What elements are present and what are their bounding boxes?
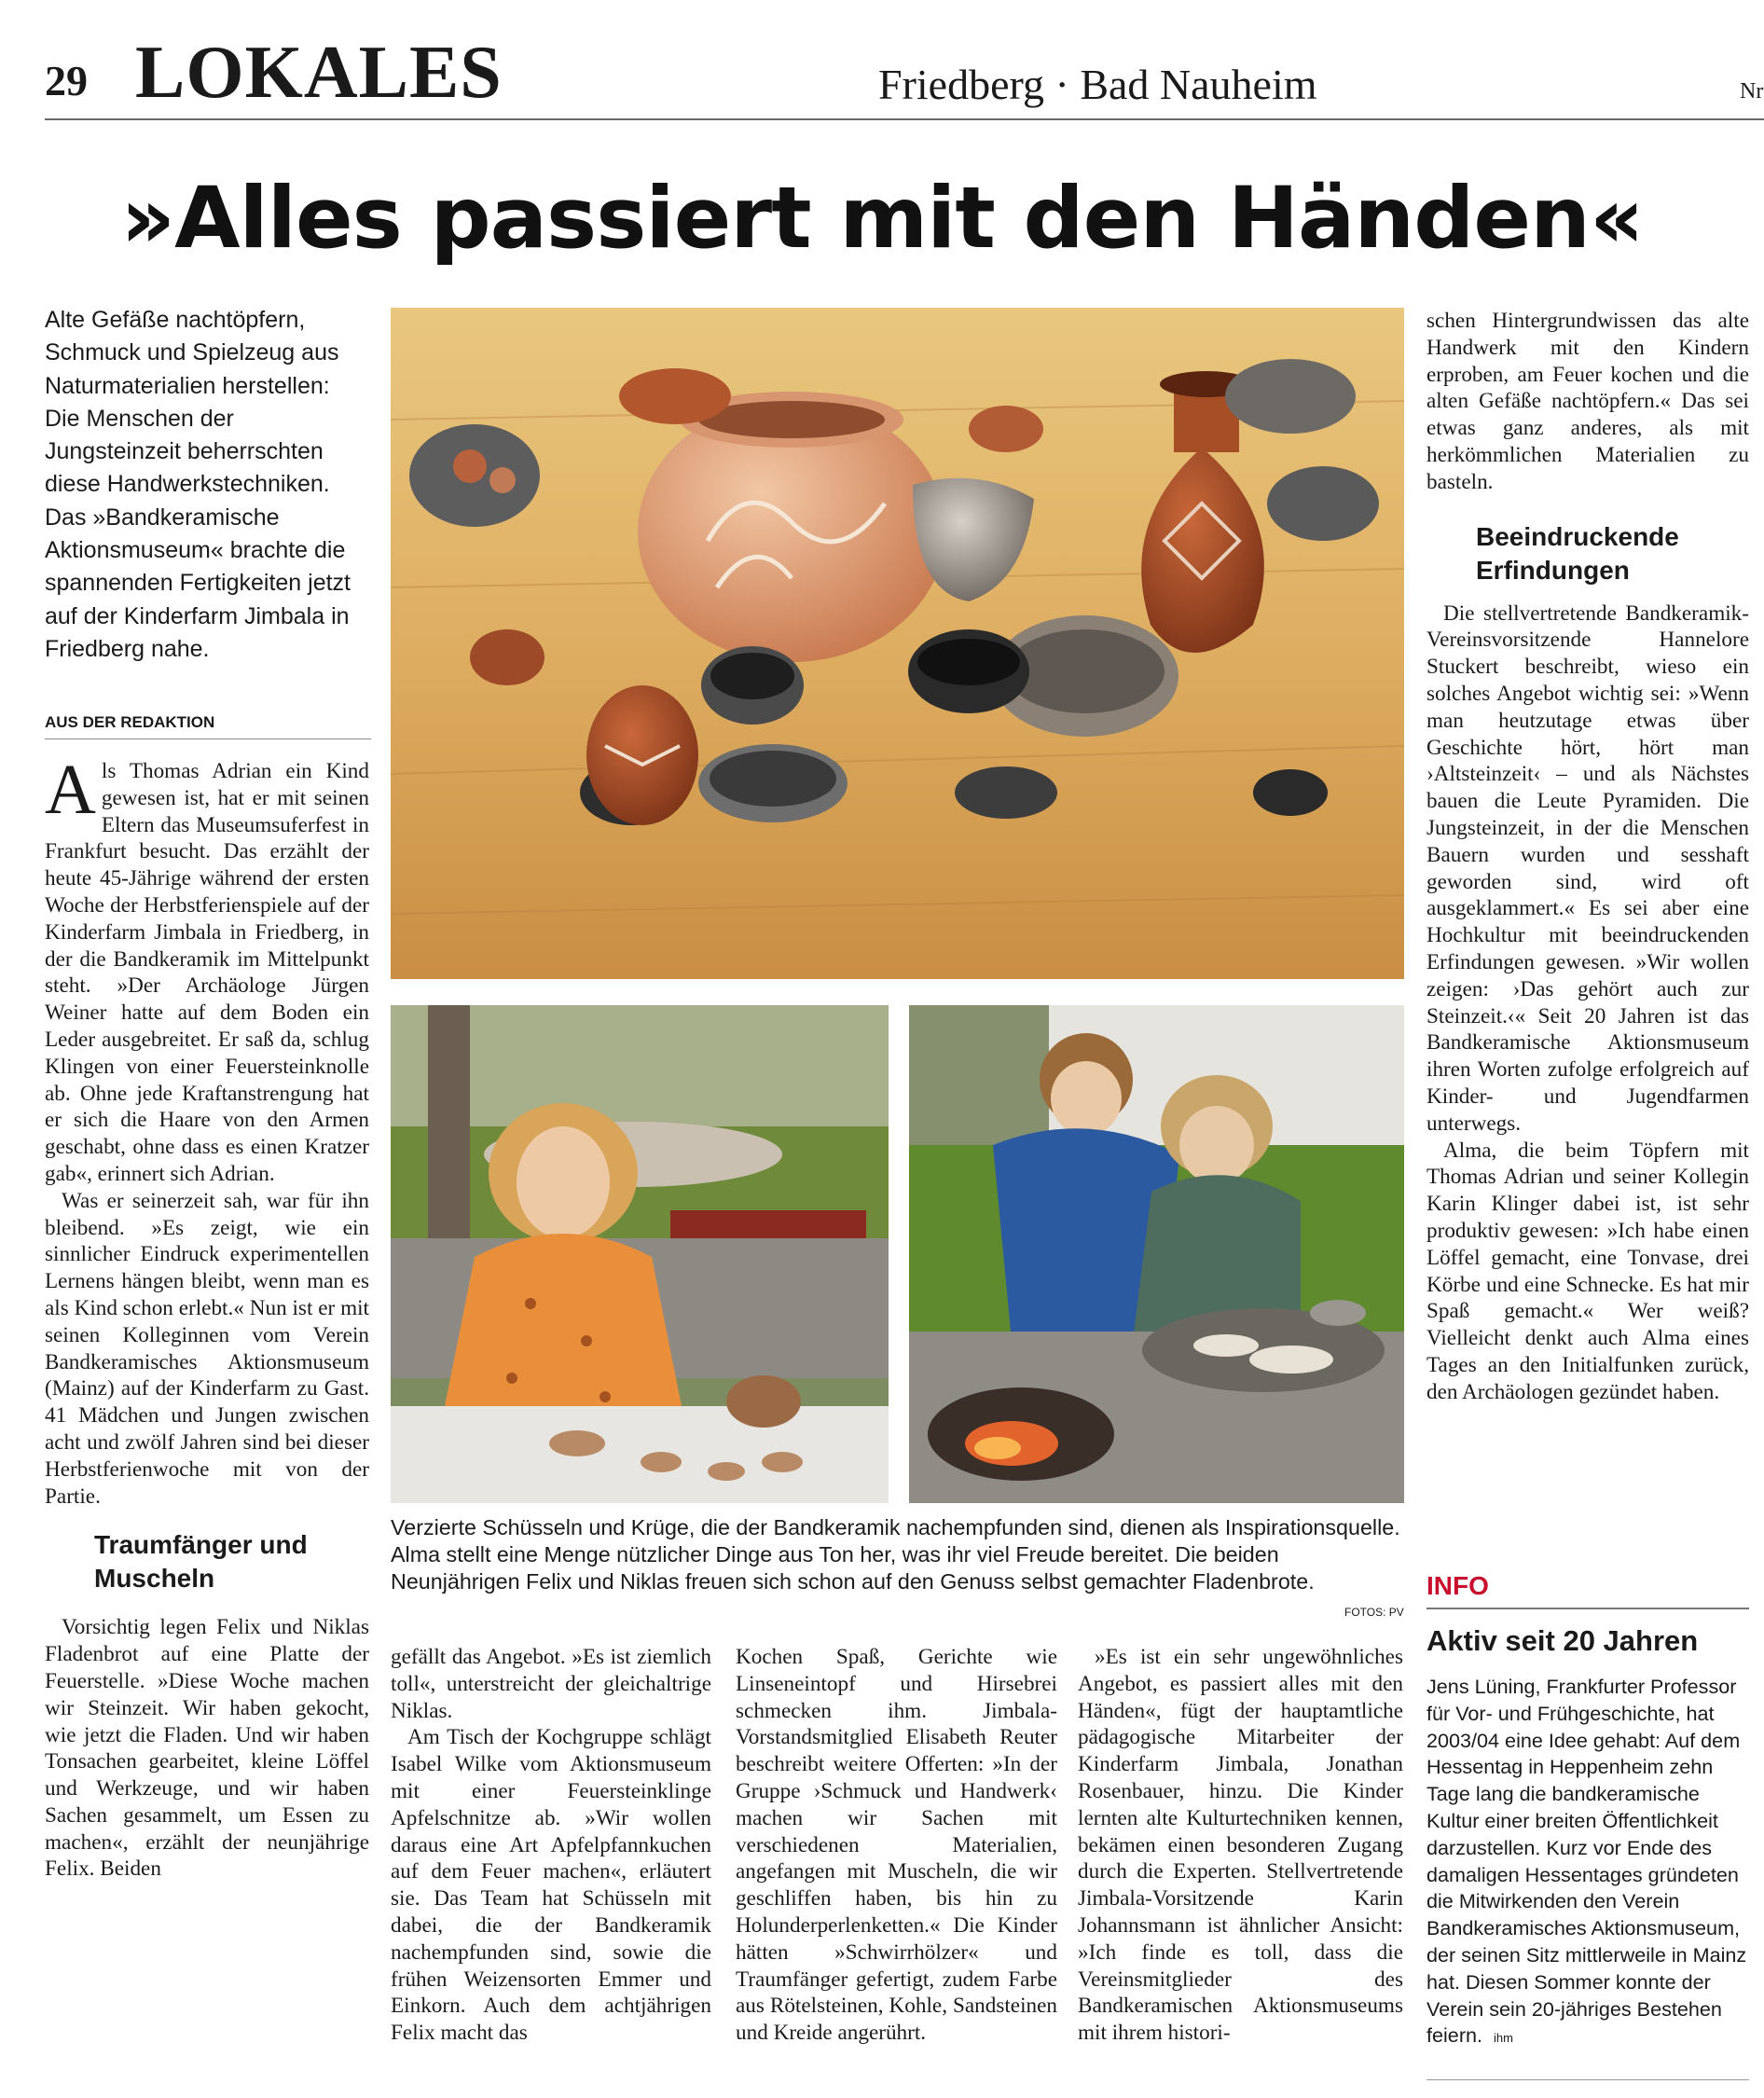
info-title: Aktiv seit 20 Jahren [1426, 1624, 1699, 1657]
article-paragraph: Die stellvertretende Bandkeramik-Vereinsvorsitzende Hannelore Stuckert beschreibt, wieso ein solches Angebot wichtig sei: »Wenn man heutzutage etwas über Geschichte hört, hört man ›Altsteinzeit‹ – und als Nächstes bauen die Leute Pyramiden. Die Jungsteinzeit, in der die Menschen Bauern wurden und sesshaft geworden sind, wird oft ausgeklammert.« Es sei aber eine Hochkultur mit beeindruckenden Erfindungen gewesen. »Wir wollen zeigen: ›Das gehört auch zur Steinzeit.‹« Seit 20 Jahren ist das Bandkeramische Aktionsmuseum ihren Worten zufolge erfolgreich auf Kinder- und Jugendfarmen unterwegs. [1426, 600, 1749, 1136]
article-column-1 [45, 751, 369, 1883]
article-paragraph: Vorsichtig legen Felix und Niklas Fladenbrot auf eine Platte der Feuerstelle. »Diese Woche machen wir Steinzeit. Wir haben gekocht, wie jetzt die Fladen. Und wir haben Tonsachen gearbeitet, kleine Löffel und Werkzeuge, und wir haben Sachen gesammelt, um Essen zu machen«, erzählt der neunjährige Felix. Beiden [45, 1615, 369, 1882]
girl-pottery-photo [391, 1005, 889, 1503]
article-paragraph: Als Thomas Adrian ein Kind gewesen ist, hat er mit seinen Eltern das Museumsuferfest in Frankfurt besucht. Das erzählt der heute 45-Jährige während der ersten Woche der Herbstferienspiele auf der Kinderfarm Jimbala in Friedberg, in der die Bandkeramik im Mittelpunkt steht. »Der Archäologe Jürgen Weiner hatte auf dem Boden ein Leder ausgebreitet. Er saß da, schlug Klingen von einer Feuersteinknolle ab. Ohne jede Kraftanstrengung hat er sich die Haare von den Armen geschabt, ohne dass es einen Kratzer gab«, erinnert sich Adrian. [45, 751, 369, 1186]
page-number: 29 [45, 57, 88, 104]
subheading: Beeindruckende Erfindungen [1476, 521, 1679, 585]
article-column-4 [1078, 1644, 1403, 2047]
article-paragraph: gefällt das Angebot. »Es ist ziemlich toll«, unterstreicht der gleichaltrige Niklas. [391, 1645, 711, 1723]
photo-credit: FOTOS: PV [1344, 1606, 1404, 1619]
info-text: Jens Lüning, Frankfurter Professor für Vor- und Frühgeschichte, hat 2003/04 eine Idee gehabt: Auf dem Hessentag in Heppenheim zehn Tage lang die bandkeramische Kultur einer breiten Öffentlichkeit darzustellen. Kurz vor Ende des damaligen Hessentages gründeten die Mitwirkenden den Verein Bandkeramisches Aktionsmuseum, der seinen Sitz mittlerweile in Mainz hat. Diesen Sommer konnte der Verein sein 20-jähriges Bestehen feiern. ihm [1426, 1675, 1747, 2048]
article-column-5 [1426, 308, 1749, 1405]
info-label: INFO [1426, 1571, 1489, 1600]
article-column-3 [736, 1644, 1057, 2047]
author-signature: ihm [1494, 2031, 1513, 2046]
dropcap: A [45, 751, 96, 829]
article-paragraph: Alma, die beim Töpfern mit Thomas Adrian und seiner Kollegin Karin Klinger dabei ist, ist sehr produktiv gewesen: »Ich habe einen Löffel gemacht, eine Tonvase, drei Körbe und eine Schnecke. Es hat mir Spaß gemacht.« Wer weiß? Vielleicht denkt auch Alma eines Tages an den Initialfunken zurück, den Archäologen gezündet haben. [1426, 1138, 1749, 1404]
header-rule [45, 118, 1764, 120]
article-paragraph: »Es ist ein sehr ungewöhnliches Angebot, es passiert alles mit den Händen«, fügt der hauptamtliche pädagogische Mitarbeiter der Kinderfarm Jimbala, Jonathan Rosenbauer, hinzu. Die Kinder lernten alte Kulturtechniken kennen, bekämen einen besonderen Zugang durch die Experten. Stellvertretende Jimbala-Vorsitzende Karin Johannsmann ist ähnlicher Ansicht: »Ich finde es toll, dass die Vereinsmitglieder des Bandkeramischen Aktionsmuseums mit ihrem histori- [1078, 1645, 1403, 2046]
headline: »Alles passiert mit den Händen« [120, 170, 1644, 268]
pottery-photo [391, 308, 1404, 979]
article-paragraph: Am Tisch der Kochgruppe schlägt Isabel Wilke vom Aktionsmuseum mit einer Feuersteinklinge Apfelschnitze ab. »Wir wollen daraus eine Art Apfelpfannkuchen auf dem Feuer machen«, erläutert sie. Das Team hat Schüsseln mit dabei, die der Bandkeramik nachempfunden sind, sowie die frühen Weizensorten Emmer und Einkorn. Auch dem achtjährigen Felix macht das [391, 1725, 711, 2046]
section-title: LOKALES [135, 32, 503, 114]
kicker-label: AUS DER REDAKTION [45, 712, 371, 739]
article-paragraph: Was er seinerzeit sah, war für ihn bleibend. »Es zeigt, wie ein sinnlicher Eindruck experimentellen Lernens hängen bleibt, wenn man es als Kind schon erlebt.« Nun ist er mit seinen Kolleginnen vom Verein Bandkeramisches Aktionsmuseum (Mainz) auf der Kinderfarm zu Gast. 41 Mädchen und Jungen zwischen acht und zwölf Jahren sind bei dieser Herbstferienwoche mit von der Partie. [45, 1188, 369, 1509]
article-paragraph: Kochen Spaß, Gerichte wie Linseneintopf und Hirsebrei schmecken ihm. Jimbala-Vorstandsmitglied Elisabeth Reuter beschreibt weitere Offerten: »In der Gruppe ›Schmuck und Handwerk‹ machen wir Sachen mit verschiedenen Materialien, angefangen mit Muscheln, die wir geschliffen haben, bis hin zu Holunderperlenketten.« Die Kinder hätten »Schwirrhölzer« und Traumfänger gefertigt, zudem Farbe aus Rötelsteinen, Kohle, Sandsteinen und Kreide angerührt. [736, 1645, 1057, 2046]
boys-fire-photo [909, 1005, 1404, 1503]
info-rule [1426, 1608, 1749, 1609]
article-paragraph: schen Hintergrundwissen das alte Handwerk mit den Kindern erproben, am Feuer kochen und die alten Gefäße nachtöpfern.« Das sei etwas ganz anderes, als mit herkömmlichen Materialien zu basteln. [1426, 309, 1749, 494]
edge-text: Nr [1740, 79, 1764, 104]
photo-caption: Verzierte Schüsseln und Krüge, die der Bandkeramik nachempfunden sind, dienen als Inspirationsquelle. Alma stellt eine Menge nützlicher Dinge aus Ton her, was ihr viel Freude bereitet. Die beiden Neunjährigen Felix und Niklas freuen sich schon auf den Genuss selbst gemachter Fladenbrote. [391, 1515, 1400, 1594]
bottom-rule [1426, 2079, 1749, 2080]
subheading: Traumfänger und Muscheln [94, 1530, 308, 1594]
region-label: Friedberg · Bad Nauheim [878, 61, 1317, 108]
article-column-2 [391, 1644, 711, 2047]
teaser: Alte Gefäße nachtöpfern, Schmuck und Spielzeug aus Naturmaterialien herstellen: Die Menschen der Jungsteinzeit beherrschten diese Handwerkstechniken. Das »Bandkeramische Aktionsmuseum« brachte die spannenden Fertigkeiten jetzt auf der Kinderfarm Jimbala in Friedberg nahe. [45, 307, 351, 662]
